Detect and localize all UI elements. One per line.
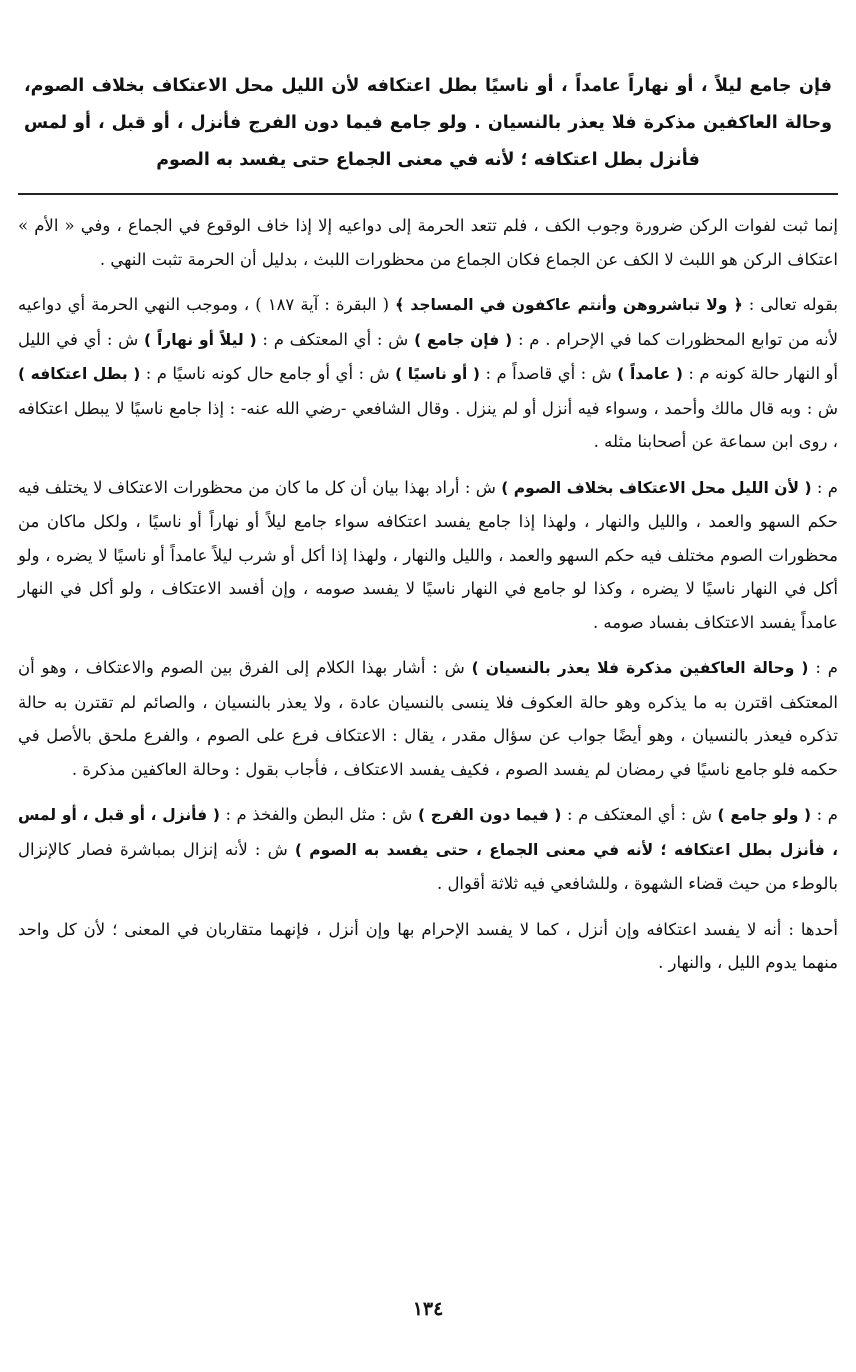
- quoted-text-segment: ( ليلاً أو نهاراً ): [144, 330, 257, 349]
- quoted-text-segment: ( أو ناسيًا ): [395, 365, 481, 383]
- commentary-paragraph: [18, 288, 838, 459]
- text-segment: ش : أي أو جامع حال كونه ناسيًا م :: [140, 364, 396, 383]
- text-segment: إنما ثبت لفوات الركن ضرورة وجوب الكف ، فلم تتعد الحرمة إلى دواعيه إلا إذا خاف الوقوع في الجماع ، وفي « الأم » اعتكاف الركن هو اللبث لا الكف عن الجماع فكان الجماع من محظورات اللبث ، بدليل أن الحرمة تثبت النهي .: [18, 216, 838, 269]
- quoted-text-segment: ( وحالة العاكفين مذكرة فلا يعذر بالنسيان ): [471, 659, 809, 677]
- main-text: فإن جامع ليلاً ، أو نهاراً عامداً ، أو ناسيًا بطل اعتكافه لأن الليل محل الاعتكاف بخلاف الصوم، وحالة العاكفين مذكرة فلا يعذر بالنسيان . ولو جامع فيما دون الفرج فأنزل ، أو قبل ، أو لمس فأنزل بطل اعتكافه ؛ لأنه في معنى الجماع حتى يفسد به الصوم: [24, 76, 832, 170]
- text-segment: ش : وبه قال مالك وأحمد ، وسواء فيه أنزل أو لم ينزل . وقال الشافعي -رضي الله عنه- : إذا جامع ناسيًا لا يبطل اعتكافه ، روى ابن سماعة عن أصحابنا مثله .: [18, 398, 838, 451]
- commentary-paragraph: [18, 209, 838, 276]
- commentary-paragraph: [18, 651, 838, 786]
- text-segment: ش : أي المعتكف م :: [256, 329, 415, 349]
- book-page: [18, 68, 838, 992]
- commentary-paragraph: [18, 798, 838, 901]
- text-segment: م :: [811, 805, 838, 824]
- separator-line: [18, 193, 838, 195]
- quoted-text-segment: ﴿ ولا تباشروهن وأنتم عاكفون في المساجد ﴾: [395, 296, 743, 314]
- quoted-text-segment: ( فيما دون الفرج ): [417, 806, 562, 824]
- text-segment: ش : أي في الليل أو النهار حالة كونه م :: [18, 329, 839, 383]
- page-number: ١٣٤: [412, 1298, 444, 1320]
- quoted-text-segment: ( بطل اعتكافه ): [18, 365, 141, 383]
- commentary-paragraph: [18, 471, 838, 640]
- text-segment: ش : أي المعتكف م :: [561, 805, 718, 824]
- quoted-text-segment: ( ولو جامع ): [717, 806, 812, 824]
- commentary: [18, 209, 838, 980]
- text-segment: ش : مثل البطن والفخذ م :: [219, 805, 418, 824]
- text-segment: م :: [811, 477, 839, 497]
- text-segment: أحدها : أنه لا يفسد اعتكافه وإن أنزل ، كما لا يفسد الإحرام بها وإن أنزل ، فإنهما متقاربان في المعنى ؛ لأن كل واحد منهما يدوم الليل ، والنهار .: [18, 919, 838, 972]
- text-segment: ش : أشار بهذا الكلام إلى الفرق بين الصوم والاعتكاف ، وهو أن المعتكف اقترن به ما يذكره وهو حالة العكوف فلا ينسى بالنسيان عادة ، ولا يعذر بالنسيان ، والصائم لم تقترن به حالة تذكره فيعذر بالنسيان ، وهو أيضًا جواب عن سؤال مقدر ، يقال : الاعتكاف فرع على الصوم ، والفرع ملحق بالأصل في حكمه فلو جامع ناسيًا في رمضان لم يفسد الصوم ، فكيف يفسد الاعتكاف ، فأجاب بقول : وحالة العاكفين مذكرة .: [18, 658, 839, 779]
- text-segment: م :: [808, 658, 838, 677]
- quoted-text-segment: ( لأن الليل محل الاعتكاف بخلاف الصوم ): [501, 478, 812, 497]
- text-segment: ش : لأنه إنزال بمباشرة فصار كالإنزال بالوطء من حيث قضاء الشهوة ، وللشافعي فيه ثلاثة أقوال .: [18, 839, 838, 893]
- quoted-text-segment: ( فأنزل ، أو قبل ، أو لمس ، فأنزل بطل اعتكافه ؛ لأنه في معنى الجماع ، حتى يفسد به الصوم ): [18, 806, 838, 859]
- text-segment: ش : أراد بهذا بيان أن كل ما كان من محظورات الاعتكاف لا يختلف فيه حكم السهو والعمد ، والليل والنهار ، ولهذا إذا جامع يفسد اعتكافه سواء جامع ليلاً أو نهاراً أو ناسيًا ، ولكل ماكان من محظورات الصوم مختلف فيه حكم السهو والعمد ، والليل والنهار ، ولهذا إذا أكل أو شرب ليلاً عامداً أو ناسيًا لا يضره ، ولو أكل في النهار ناسيًا لا يضره ، وكذا لو جامع في النهار ناسيًا لا يفسد صومه ، وإن أفسد الاعتكاف ، ولو أكل في النهار عامداً يفسد الاعتكاف بفساد صومه .: [18, 477, 838, 632]
- quoted-text-segment: ( عامداً ): [617, 365, 683, 383]
- commentary-paragraph: [18, 913, 838, 980]
- text-segment: ( البقرة : آية ١٨٧ ) ، وموجب النهي الحرمة أي دواعيه لأنه من توابع المحظورات كما في الإحرام . م :: [18, 295, 838, 349]
- quoted-text-segment: ( فإن جامع ): [414, 330, 513, 349]
- text-segment: بقوله تعالى :: [742, 295, 838, 314]
- text-segment: ش : أي قاصداً م :: [480, 364, 618, 383]
